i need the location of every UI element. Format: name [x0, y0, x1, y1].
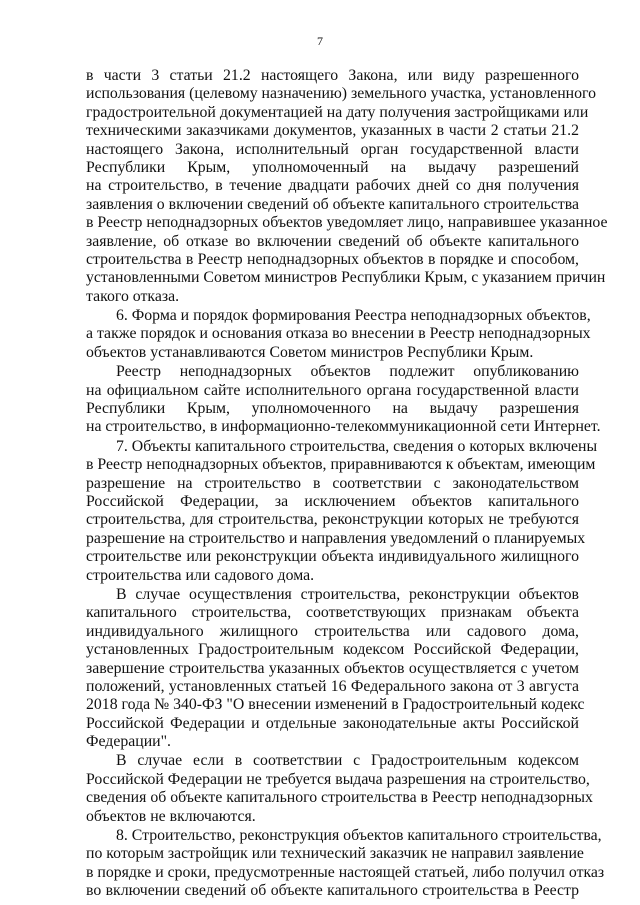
- text-line: во включении сведений об объекте капитального строительства в Реестр: [86, 882, 579, 900]
- text-line: сведения об объекте капитального строительства в Реестр неподнадзорных: [86, 789, 593, 807]
- text-line: строительства, для строительства, реконструкции которых не требуются: [86, 511, 579, 529]
- text-line: в Реестр неподнадзорных объектов уведомляет лицо, направившее указанное: [86, 214, 608, 232]
- text-line: такого отказа.: [86, 287, 180, 305]
- text-line: Республики Крым, уполномоченного на выдачу разрешения: [86, 400, 579, 418]
- text-line: Российской Федерации и отдельные законодательные акты Российской: [86, 714, 579, 732]
- text-line: завершение строительства указанных объектов осуществляется с учетом: [86, 659, 579, 677]
- text-line: В случае осуществления строительства, реконструкции объектов: [116, 585, 579, 603]
- text-line: разрешение на строительство в соответствии с законодательством: [86, 474, 579, 492]
- text-line: в части 3 статьи 21.2 настоящего Закона, или виду разрешенного: [86, 67, 579, 84]
- text-line: по которым застройщик или технический заказчик не направил заявление: [86, 845, 584, 863]
- text-line: 6. Форма и порядок формирования Реестра неподнадзорных объектов,: [116, 307, 591, 325]
- text-line: градостроительной документацией на дату получения застройщиками или: [86, 103, 589, 121]
- paragraph: [86, 827, 605, 901]
- text-line: капитального строительства, соответствующих признакам объекта: [86, 604, 579, 622]
- text-line: положений, установленных статьей 16 Федерального закона от 3 августа: [86, 677, 579, 695]
- text-line: техническими заказчиками документов, указанных в части 2 статьи 21.2: [86, 122, 579, 140]
- text-line: Республики Крым, уполномоченный на выдачу разрешений: [86, 158, 579, 176]
- paragraph: [86, 363, 601, 437]
- text-line: Реестр неподнадзорных объектов подлежит опубликованию: [116, 363, 579, 381]
- paragraph: [86, 752, 593, 826]
- text-line: на строительство, в информационно-телекоммуникационной сети Интернет.: [86, 418, 601, 436]
- paragraph: [86, 67, 608, 306]
- page-number: 7: [317, 34, 323, 48]
- text-line: на строительство, в течение двадцати рабочих дней со дня получения: [86, 177, 579, 195]
- text-line: объектов не включаются.: [86, 807, 256, 825]
- text-line: объектов устанавливаются Советом министров Республики Крым.: [86, 343, 534, 361]
- text-line: строительства в Реестр неподнадзорных объектов в порядке и способом,: [86, 250, 579, 268]
- text-line: использования (целевому назначению) земельного участка, установленного: [86, 85, 597, 103]
- text-line: Федерации".: [86, 733, 172, 751]
- paragraph: [86, 437, 598, 585]
- text-line: строительства или садового дома.: [86, 566, 315, 584]
- text-line: В случае если в соответствии с Градостроительным кодексом: [116, 752, 579, 770]
- text-line: Российской Федерации не требуется выдача разрешения на строительство,: [86, 770, 590, 788]
- text-line: индивидуального жилищного строительства или садового дома,: [86, 622, 579, 640]
- document-body: [86, 67, 608, 902]
- text-line: заявление, об отказе во включении сведений об объекте капитального: [86, 232, 579, 250]
- text-line: в порядке и сроки, предусмотренные настоящей статьей, либо получил отказ: [86, 863, 605, 881]
- text-line: строительстве или реконструкции объекта индивидуального жилищного: [86, 548, 579, 566]
- text-line: 8. Строительство, реконструкция объектов капитального строительства,: [116, 827, 602, 845]
- text-line: установленными Советом министров Республики Крым, с указанием причин: [86, 269, 606, 287]
- text-line: 7. Объекты капитального строительства, сведения о которых включены: [116, 437, 598, 455]
- text-line: установленных Градостроительным кодексом Российской Федерации,: [86, 641, 579, 659]
- text-line: разрешение на строительство и направления уведомлений о планируемых: [86, 529, 586, 547]
- text-line: на официальном сайте исполнительного органа государственной власти: [86, 381, 579, 399]
- paragraph: [86, 585, 585, 752]
- text-line: а также порядок и основания отказа во внесении в Реестр неподнадзорных: [86, 325, 591, 343]
- text-line: заявления о включении сведений об объекте капитального строительства: [86, 195, 579, 213]
- text-line: настоящего Закона, исполнительный орган государственной власти: [86, 140, 579, 158]
- paragraph: [86, 307, 591, 362]
- text-line: в Реестр неподнадзорных объектов, приравниваются к объектам, имеющим: [86, 456, 596, 474]
- text-line: Российской Федерации, за исключением объектов капитального: [86, 492, 579, 510]
- text-line: 2018 года № 340-ФЗ "О внесении изменений в Градостроительный кодекс: [86, 696, 585, 714]
